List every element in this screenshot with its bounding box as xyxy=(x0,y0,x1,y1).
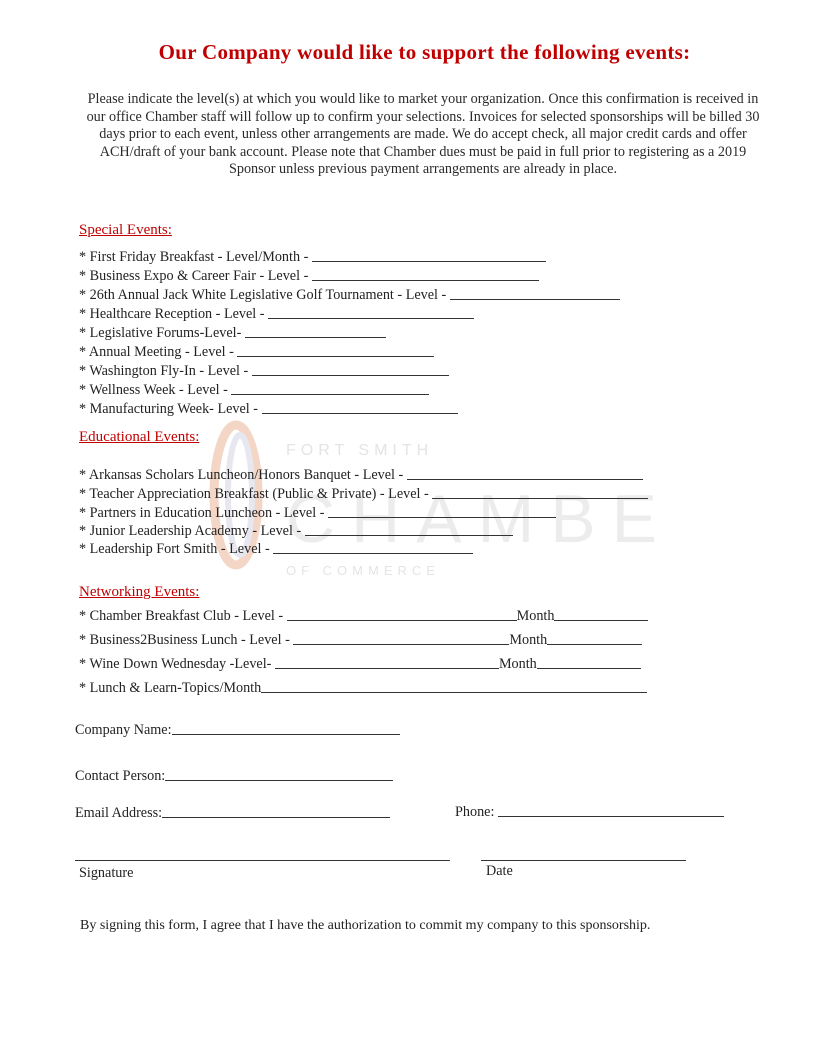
special-event-label: * Washington Fly-In - Level - xyxy=(79,363,249,379)
company-name-label: Company Name: xyxy=(75,722,172,738)
networking-event-level-field[interactable] xyxy=(287,620,517,621)
special-event-row xyxy=(79,400,458,418)
special-event-row xyxy=(79,305,474,323)
email-row xyxy=(75,805,390,822)
special-event-level-field[interactable] xyxy=(262,413,458,414)
contact-person-field[interactable] xyxy=(165,780,393,781)
company-name-row xyxy=(75,722,400,739)
authorization-statement: By signing this form, I agree that I have the authorization to commit my company to this sponsorship. xyxy=(80,918,651,933)
educational-event-label: * Junior Leadership Academy - Level - xyxy=(79,523,302,539)
phone-label: Phone: xyxy=(455,804,495,820)
educational-event-level-field[interactable] xyxy=(273,553,473,554)
special-event-level-field[interactable] xyxy=(268,318,474,319)
educational-event-label: * Arkansas Scholars Luncheon/Honors Banquet - Level - xyxy=(79,467,404,483)
month-label: Month xyxy=(509,632,548,648)
educational-event-row xyxy=(79,540,473,558)
networking-event-label: * Business2Business Lunch - Level - xyxy=(79,632,290,648)
special-event-row xyxy=(79,324,386,342)
special-event-row xyxy=(79,381,429,399)
special-event-label: * First Friday Breakfast - Level/Month - xyxy=(79,249,309,265)
page-title: Our Company would like to support the following events: xyxy=(158,40,691,64)
special-event-row xyxy=(79,248,546,266)
networking-event-level-field[interactable] xyxy=(293,644,509,645)
networking-event-row xyxy=(79,679,647,697)
special-event-level-field[interactable] xyxy=(245,337,386,338)
networking-event-row xyxy=(79,607,648,625)
contact-person-row xyxy=(75,768,393,785)
educational-event-label: * Partners in Education Luncheon - Level - xyxy=(79,505,325,521)
special-event-label: * Healthcare Reception - Level - xyxy=(79,306,265,322)
educational-event-label: * Leadership Fort Smith - Level - xyxy=(79,541,270,557)
special-event-label: * Manufacturing Week- Level - xyxy=(79,401,259,417)
signature-label: Signature xyxy=(79,865,134,881)
special-event-level-field[interactable] xyxy=(312,280,539,281)
date-label: Date xyxy=(486,863,513,879)
educational-event-level-field[interactable] xyxy=(407,479,643,480)
special-event-row xyxy=(79,286,620,304)
educational-event-row xyxy=(79,466,643,484)
educational-event-level-field[interactable] xyxy=(432,498,648,499)
special-event-label: * 26th Annual Jack White Legislative Golf Tournament - Level - xyxy=(79,287,447,303)
educational-events-heading: Educational Events: xyxy=(79,429,200,445)
email-field[interactable] xyxy=(162,817,390,818)
watermark-line3: OF COMMERCE xyxy=(286,563,440,578)
special-events-heading: Special Events: xyxy=(79,222,172,238)
networking-event-row xyxy=(79,655,641,673)
networking-event-month-field[interactable] xyxy=(547,644,642,645)
networking-event-month-field[interactable] xyxy=(537,668,641,669)
date-field[interactable] xyxy=(481,860,686,861)
phone-row xyxy=(455,804,724,821)
special-event-row xyxy=(79,362,449,380)
networking-event-month-field[interactable] xyxy=(554,620,648,621)
month-label: Month xyxy=(498,656,537,672)
special-event-label: * Legislative Forums-Level- xyxy=(79,325,242,341)
networking-event-topics-field[interactable] xyxy=(261,692,647,693)
company-name-field[interactable] xyxy=(172,734,400,735)
special-event-level-field[interactable] xyxy=(312,261,546,262)
networking-event-label: * Lunch & Learn-Topics/Month xyxy=(79,680,262,696)
special-event-row xyxy=(79,267,539,285)
special-event-level-field[interactable] xyxy=(231,394,429,395)
email-label: Email Address: xyxy=(75,805,163,821)
month-label: Month xyxy=(516,608,555,624)
special-event-row xyxy=(79,343,434,361)
educational-event-label: * Teacher Appreciation Breakfast (Public & Private) - Level - xyxy=(79,486,429,502)
networking-event-level-field[interactable] xyxy=(275,668,499,669)
educational-event-level-field[interactable] xyxy=(328,517,556,518)
phone-field[interactable] xyxy=(498,816,724,817)
educational-event-level-field[interactable] xyxy=(305,535,513,536)
networking-event-label: * Chamber Breakfast Club - Level - xyxy=(79,608,284,624)
signature-field[interactable] xyxy=(75,860,450,861)
special-event-label: * Annual Meeting - Level - xyxy=(79,344,234,360)
special-event-label: * Wellness Week - Level - xyxy=(79,382,228,398)
educational-event-row xyxy=(79,504,556,522)
networking-event-label: * Wine Down Wednesday -Level- xyxy=(79,656,272,672)
contact-person-label: Contact Person: xyxy=(75,768,166,784)
watermark-line1: FORT SMITH xyxy=(286,442,434,459)
educational-event-row xyxy=(79,522,513,540)
networking-events-heading: Networking Events: xyxy=(79,584,200,600)
networking-event-row xyxy=(79,631,642,649)
educational-event-row xyxy=(79,485,648,503)
special-event-level-field[interactable] xyxy=(237,356,434,357)
special-event-level-field[interactable] xyxy=(252,375,449,376)
watermark-line2: CHAMBE xyxy=(286,481,656,557)
intro-paragraph: Please indicate the level(s) at which you would like to market your organization. Once this confirmation is received in our office Chamber staff will follow up to confirm your selections. Invoices for selected sponsorships will be billed 30 days prior to each event, unless other arrangements are made. We do accept check, all major credit cards and offer ACH/draft of your bank account. Please note that Chamber dues must be paid in full prior to registering as a 2019 Sponsor unless previous payment arrangements are already in place. xyxy=(86,91,760,177)
special-event-level-field[interactable] xyxy=(450,299,620,300)
special-event-label: * Business Expo & Career Fair - Level - xyxy=(79,268,309,284)
